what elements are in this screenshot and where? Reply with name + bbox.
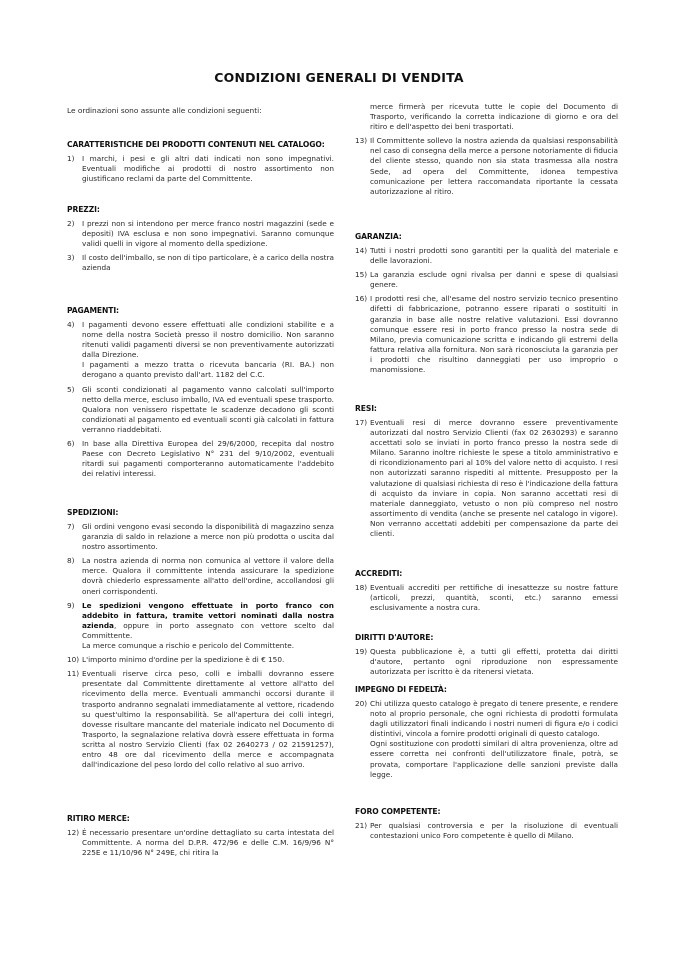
section-heading: SPEDIZIONI:: [67, 508, 119, 517]
section-heading: IMPEGNO DI FEDELTÀ:: [355, 685, 447, 694]
clause-text: L'importo minimo d'ordine per la spedizione è di € 150.: [82, 655, 285, 665]
clause-text: Il costo dell'imballo, se non di tipo particolare, è a carico della nostra azienda: [82, 253, 334, 273]
clause-number: 9): [67, 600, 75, 610]
clause-1: [67, 154, 334, 184]
clause-number: 5): [67, 384, 75, 394]
clause-number: 10): [67, 655, 80, 665]
clause-20: [355, 699, 618, 780]
clause-10: [67, 655, 334, 665]
section-heading: RESI:: [355, 404, 377, 413]
clause-text: Tutti i nostri prodotti sono garantiti per la qualità del materiale e delle lavorazioni.: [370, 246, 618, 266]
clause-number: 4): [67, 320, 75, 329]
clause-text: Eventuali riserve circa peso, colli e imballi dovranno essere presentate dal Committente direttamente al vettore all'atto del ricevimento della merce. Eventuali ammanchi occorsi durante il trasporto andranno segnalati immediatamente al vettore, ricadendo su quest'ultimo la responsabilità. Se all'apertura dei colli integri, dovesse risultare mancante del materiale indicato nel Documento di Trasporto, la segnalazione relativa dovrà essere effettuata in forma scritta al nostro Servizio Clienti (fax 02 2640273 / 02 21591257), entro 48 ore dal ricevimento della merce e accompagnata dall'indicazione del peso lordo del collo relativo al suo arrivo.: [82, 669, 334, 770]
clause-text: Eventuali accrediti per rettifiche di inesattezze su nostre fatture (articoli, prezzi, quantità, sconti, etc.) saranno emessi esclusivamente a nostra cura.: [370, 583, 618, 613]
section-ritiro-merce-continued: [355, 102, 618, 201]
clause-9: [67, 601, 334, 651]
clause-13: [355, 136, 618, 197]
clause-text: Gli sconti condizionati al pagamento vanno calcolati sull'importo netto della merce, escluso imballo, IVA ed eventuali spese trasporto. Qualora non venissero rispettate le scadenze decadono gli sconti condizionati al pagamento ed eventuali sconti già calcolati in fattura verranno riaddebitati.: [82, 384, 334, 434]
clause-3: [67, 253, 334, 273]
clause-text: Chi utilizza questo catalogo è pregato di tenere presente, e rendere noto al proprio personale, che ogni richiesta di prodotti formulata dagli utilizzatori finali indicando i nostri numeri di figura e/o i codici distintivi, vincola a fornire prodotti originali di questo catalogo.: [370, 699, 618, 739]
clause-number: 2): [67, 219, 75, 228]
clause-number: 15): [355, 270, 368, 280]
clause-text: Eventuali resi di merce dovranno essere preventivamente autorizzati dal nostro Servizio Clienti (fax 02 2630293) e saranno accettati solo se inviati in porto franco presso la nostra sede di Milano. Saranno inoltre richieste le spese a titolo amministrativo e di ricondizionamento pari al 10% del valore netto di acquisto. I resi non autorizzati saranno rispediti al mittente. Presupposto per la valutazione di qualsiasi richiesta di reso è l'indicazione della fattura di acquisto da inviare in copia. Non saranno accettati resi di materiale danneggiato, vetusto o non più compreso nel nostro assortimento di vendita (anche se presente nel catalogo in vigore). Non verranno accettati addebiti per compensazione da parte dei clienti.: [370, 418, 618, 539]
clause-16: [355, 294, 618, 375]
clause-8: [67, 556, 334, 596]
page-title: CONDIZIONI GENERALI DI VENDITA: [214, 70, 464, 85]
clause-text: Gli ordini vengono evasi secondo la disponibilità di magazzino senza garanzia di saldo in relazione a merce non più prodotta o uscita dal nostro assortimento.: [82, 522, 334, 552]
section-heading: CARATTERISTICHE DEI PRODOTTI CONTENUTI NEL CATALOGO:: [67, 140, 325, 149]
clause-18: [355, 583, 618, 613]
section-garanzia: [355, 232, 618, 379]
clause-number: 16): [355, 294, 368, 304]
section-heading: GARANZIA:: [355, 232, 402, 241]
section-heading: ACCREDITI:: [355, 569, 403, 578]
clause-11: [67, 669, 334, 770]
clause-text: In base alla Direttiva Europea del 29/6/2000, recepita dal nostro Paese con Decreto Legislativo N° 231 del 9/10/2002, eventuali ritardi sui pagamenti comporteranno automaticamente l'addebito dei relativi interessi.: [82, 439, 334, 479]
clause-number: 7): [67, 522, 75, 531]
clause-text: I prezzi non si intendono per merce franco nostri magazzini (sede e depositi) IVA esclusa e non sono impegnativi. Saranno comunque validi quelli in vigore al momento della spedizione.: [82, 219, 334, 249]
clause-number: 20): [355, 699, 368, 708]
clause-number: 3): [67, 253, 75, 263]
section-heading: FORO COMPETENTE:: [355, 807, 441, 816]
clause-text: É necessario presentare un'ordine dettagliato su carta intestata del Committente. A norma del D.P.R. 472/96 e delle C.M. 16/9/96 N° 225E e 11/10/96 N° 249E, chi ritira la: [82, 828, 334, 858]
section-ritiro-merce: [67, 814, 334, 862]
clause-number: 1): [67, 154, 75, 163]
clause-number: 8): [67, 556, 75, 566]
clause-number: 12): [67, 828, 80, 837]
section-heading: RITIRO MERCE:: [67, 814, 130, 823]
clause-12-continued: [355, 102, 618, 132]
clause-14: [355, 246, 618, 266]
intro-text: Le ordinazioni sono assunte alle condizioni seguenti:: [67, 106, 262, 115]
clause-6: [67, 439, 334, 479]
clause-bold-text: Le spedizioni vengono effettuate in porto franco con addebito in fattura, tramite vettori nominati dalla nostra azienda: [82, 600, 334, 630]
clause-21: [355, 821, 618, 841]
clause-17: [355, 418, 618, 539]
clause-text-2: La merce comunque a rischio e pericolo del Committente.: [82, 641, 295, 651]
clause-text: Per qualsiasi controversia e per la risoluzione di eventuali contestazioni unico Foro competente è quello di Milano.: [370, 821, 618, 841]
clause-text: merce firmerà per ricevuta tutte le copie del Documento di Trasporto, verificando la corretta indicazione di giorno e ora del ritiro e dell'aspetto dei beni trasportati.: [370, 102, 618, 132]
section-accrediti: [355, 569, 618, 617]
clause-4: [67, 320, 334, 381]
clause-number: 11): [67, 669, 80, 679]
clause-text-2: Ogni sostituzione con prodotti similari di altra provenienza, oltre ad essere corretta nei confronti dell'utilizzatore finale, potrà, se provata, comportare l'applicazione delle sanzioni previste dalla legge.: [370, 739, 618, 779]
clause-text: I prodotti resi che, all'esame del nostro servizio tecnico presentino difetti di fabbricazione, potranno essere riparati o sostituiti in garanzia in base alle nostre relative valutazioni. Essi dovranno comunque essere resi in porto franco presso la nostra sede di Milano, previa comunicazione scritta e indicando gli estremi della fattura relativa alla fornitura. Non sarà riconosciuta la garanzia per i prodotti che risultino danneggiati per uso improprio o manomissione.: [370, 294, 618, 375]
clause-text: La garanzia esclude ogni rivalsa per danni e spese di qualsiasi genere.: [370, 270, 618, 290]
section-diritti-autore: [355, 633, 618, 681]
clause-2: [67, 219, 334, 249]
clause-text: I pagamenti devono essere effettuati alle condizioni stabilite e a nome della nostra Società presso il nostro domicilio. Non saranno ritenuti validi pagamenti diversi se non preventivamente autorizzati dalla Direzione.: [82, 320, 334, 360]
clause-text: [82, 601, 334, 641]
clause-text: Questa pubblicazione è, a tutti gli effetti, protetta dai diritti d'autore, pertanto ogni riproduzione non espressamente autorizzata per iscritto è da ritenersi vietata.: [370, 647, 618, 677]
section-foro-competente: [355, 807, 618, 845]
clause-number: 17): [355, 418, 368, 427]
section-prezzi: [67, 205, 334, 277]
clause-text-2: I pagamenti a mezzo tratta o ricevuta bancaria (RI. BA.) non derogano a quanto previsto dall'art. 1182 del C.C.: [82, 360, 334, 380]
clause-text: La nostra azienda di norma non comunica al vettore il valore della merce. Qualora il committente intenda assicurare la spedizione dovrà chiederlo espressamente all'atto dell'ordine, accollandosi gli oneri corrispondenti.: [82, 556, 334, 596]
section-pagamenti: [67, 306, 334, 483]
section-resi: [355, 404, 618, 543]
clause-number: 21): [355, 821, 368, 830]
clause-text: I marchi, i pesi e gli altri dati indicati non sono impegnativi. Eventuali modifiche ai prodotti di nostro assortimento non giustificano reclami da parte del Committente.: [82, 154, 334, 184]
clause-number: 14): [355, 246, 368, 255]
section-caratteristiche: [67, 140, 334, 188]
clause-19: [355, 647, 618, 677]
clause-normal-text: , oppure in porto assegnato con vettore scelto dal Committente.: [82, 620, 334, 640]
section-spedizioni: [67, 508, 334, 774]
section-impegno-fedelta: [355, 685, 618, 784]
clause-number: 18): [355, 583, 368, 592]
clause-15: [355, 270, 618, 290]
clause-7: [67, 522, 334, 552]
clause-number: 6): [67, 439, 75, 449]
clause-5: [67, 385, 334, 435]
clause-number: 13): [355, 136, 368, 146]
clause-12: [67, 828, 334, 858]
clause-number: 19): [355, 647, 368, 656]
clause-text: Il Committente sollevo la nostra azienda da qualsiasi responsabilità nel caso di consegna della merce a persone notoriamente di fiducia del cliente stesso, quando non sia stata trasmessa alla nostra Sede, ad opera del Committente, idonea tempestiva comunicazione per lettera raccomandata riportante la cessata autorizzazione al ritiro.: [370, 136, 618, 196]
section-heading: DIRITTI D'AUTORE:: [355, 633, 434, 642]
section-heading: PAGAMENTI:: [67, 306, 119, 315]
section-heading: PREZZI:: [67, 205, 100, 214]
